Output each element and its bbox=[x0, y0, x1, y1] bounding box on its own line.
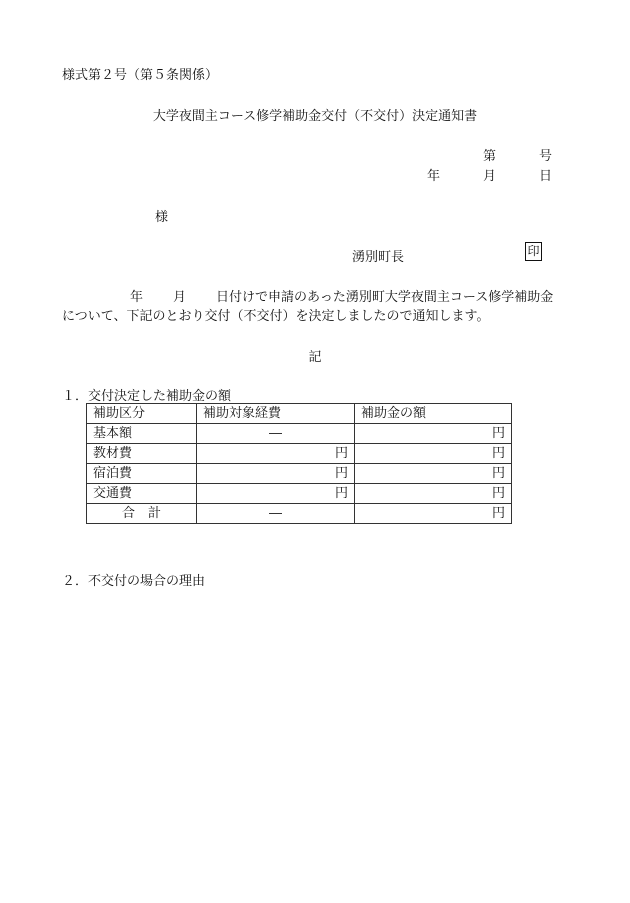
sender-name: 湧別町長 bbox=[352, 250, 405, 265]
header-expense: 補助対象経費 bbox=[197, 404, 355, 424]
body-line-1 bbox=[62, 286, 553, 305]
number-go: 号 bbox=[538, 149, 552, 164]
row-expense: 円 bbox=[197, 444, 355, 464]
table-row bbox=[87, 424, 512, 444]
table-row bbox=[87, 444, 512, 464]
row-amount: 円 bbox=[355, 504, 512, 524]
table-row bbox=[87, 464, 512, 484]
row-category: 基本額 bbox=[87, 424, 197, 444]
number-dai: 第 bbox=[482, 149, 496, 164]
section-1-heading: １．交付決定した補助金の額 bbox=[62, 389, 232, 404]
ki-heading: 記 bbox=[308, 350, 322, 365]
body-year: 年 bbox=[130, 290, 144, 305]
date-day: 日 bbox=[538, 169, 552, 184]
row-category: 教材費 bbox=[87, 444, 197, 464]
row-expense: ― bbox=[197, 504, 355, 524]
row-amount: 円 bbox=[355, 484, 512, 504]
body-month: 月 bbox=[173, 290, 187, 305]
row-expense: 円 bbox=[197, 484, 355, 504]
header-category: 補助区分 bbox=[87, 404, 197, 424]
body-line-1-text: 日付けで申請のあった湧別町大学夜間主コース修学補助金 bbox=[216, 290, 554, 305]
table-header-row bbox=[87, 404, 512, 424]
row-expense: 円 bbox=[197, 464, 355, 484]
header-amount: 補助金の額 bbox=[355, 404, 512, 424]
row-category: 交通費 bbox=[87, 484, 197, 504]
row-amount: 円 bbox=[355, 424, 512, 444]
row-expense: ― bbox=[197, 424, 355, 444]
row-category: 合 計 bbox=[87, 504, 197, 524]
document-title: 大学夜間主コース修学補助金交付（不交付）決定通知書 bbox=[152, 109, 478, 124]
row-category: 宿泊費 bbox=[87, 464, 197, 484]
section-2-heading: ２．不交付の場合の理由 bbox=[62, 574, 206, 589]
date-line bbox=[427, 165, 552, 184]
table-row bbox=[87, 484, 512, 504]
date-month: 月 bbox=[482, 169, 496, 184]
date-year: 年 bbox=[426, 169, 440, 184]
table-total-row bbox=[87, 504, 512, 524]
row-amount: 円 bbox=[355, 464, 512, 484]
body-line-2: について、下記のとおり交付（不交付）を決定しましたので通知します。 bbox=[62, 309, 490, 324]
seal-mark: 印 bbox=[525, 242, 542, 261]
row-amount: 円 bbox=[355, 444, 512, 464]
addressee-suffix: 様 bbox=[155, 210, 169, 225]
form-number: 様式第２号（第５条関係） bbox=[62, 68, 219, 83]
document-number-line bbox=[483, 145, 552, 164]
subsidy-amount-table bbox=[86, 403, 512, 524]
